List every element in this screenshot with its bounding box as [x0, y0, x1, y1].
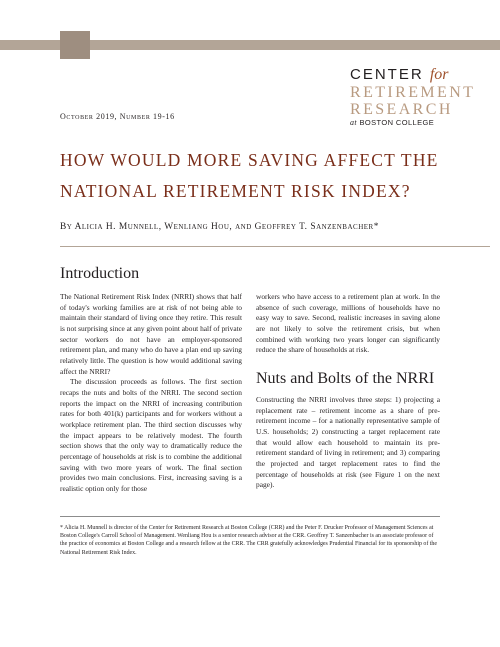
right-column-top	[256, 292, 440, 356]
logo-research: RESEARCH	[350, 101, 453, 118]
intro-paragraph-1: The National Retirement Risk Index (NRRI) shows that half of today's working families are at risk of not being able to maintain their standard of living once they retire. This result is not surprising since at any given point about half of private sector workers do not have an employer-sponsored retirement plan, and many who do have a plan end up saving relatively little. The question is how would additional saving affect the NRRI?	[60, 292, 242, 376]
logo-at: at	[350, 118, 358, 127]
logo-boston-college: BOSTON COLLEGE	[359, 118, 435, 127]
intro-paragraph-3: workers who have access to a retirement plan at work. In the absence of such coverage, millions of households have no easy way to save. Second, realistic increases in saving alone are not likely to solve the retirement crisis, but when combined with working two years longer can significantly reduce the share of households at risk.	[256, 292, 440, 355]
intro-paragraph-2: The discussion proceeds as follows. The first section recaps the nuts and bolts of the NRRI. The second section reports the impact on the NRRI of increasing contribution rates for both 401(k) participants and for workers without a workplace retirement plan. The third section discusses why the impact appears to be relatively modest. The fourth section shows that the only way to dramatically reduce the percentage of households at risk is to combine the additional saving with two more years of work. The final section provides two main conclusions. First, increasing saving is a realistic option only for those	[60, 377, 242, 493]
logo-for: for	[429, 66, 449, 83]
logo-center: CENTER	[350, 66, 424, 83]
page-title	[60, 145, 490, 207]
logo-retirement: RETIREMENT	[350, 84, 476, 101]
issue-date-number: October 2019, Number 19-16	[60, 112, 175, 121]
introduction-heading: Introduction	[60, 265, 140, 282]
title-line-1: HOW WOULD MORE SAVING AFFECT THE	[60, 150, 439, 170]
nuts-and-bolts-heading: Nuts and Bolts of the NRRI	[256, 370, 435, 387]
title-line-2: NATIONAL RETIREMENT RISK INDEX?	[60, 181, 411, 201]
header-bar-dark-block	[60, 31, 90, 59]
left-column	[60, 292, 242, 494]
right-column-bottom	[256, 395, 440, 491]
nuts-paragraph-1: Constructing the NRRI involves three steps: 1) projecting a replacement rate – retirement income as a share of pre-retirement income – for a nationally representative sample of U.S. households; 2) constructing a target replacement rate that would allow each household to maintain its pre-retirement standard of living in retirement; and 3) comparing the projected and target replacement rates to find the percentage of households at risk (see Figure 1 on the next page).	[256, 395, 440, 490]
byline: By Alicia H. Munnell, Wenliang Hou, and Geoffrey T. Sanzenbacher*	[60, 222, 379, 232]
author-footnote: * Alicia H. Munnell is director of the Center for Retirement Research at Boston College (CRR) and the Peter F. Drucker Professor of Management Sciences at Boston College's Carroll School of Management. Wenliang Hou is a senior research advisor at the CRR. Geoffrey T. Sanzenbacher is an associate professor of the practice of economics at Boston College and a research fellow at the CRR. The CRR gratefully acknowledges Prudential Financial for its sponsorship of the National Retirement Risk Index.	[60, 525, 437, 556]
byline-rule	[60, 246, 490, 247]
crr-logo	[350, 66, 490, 127]
footnote-rule	[60, 516, 440, 517]
